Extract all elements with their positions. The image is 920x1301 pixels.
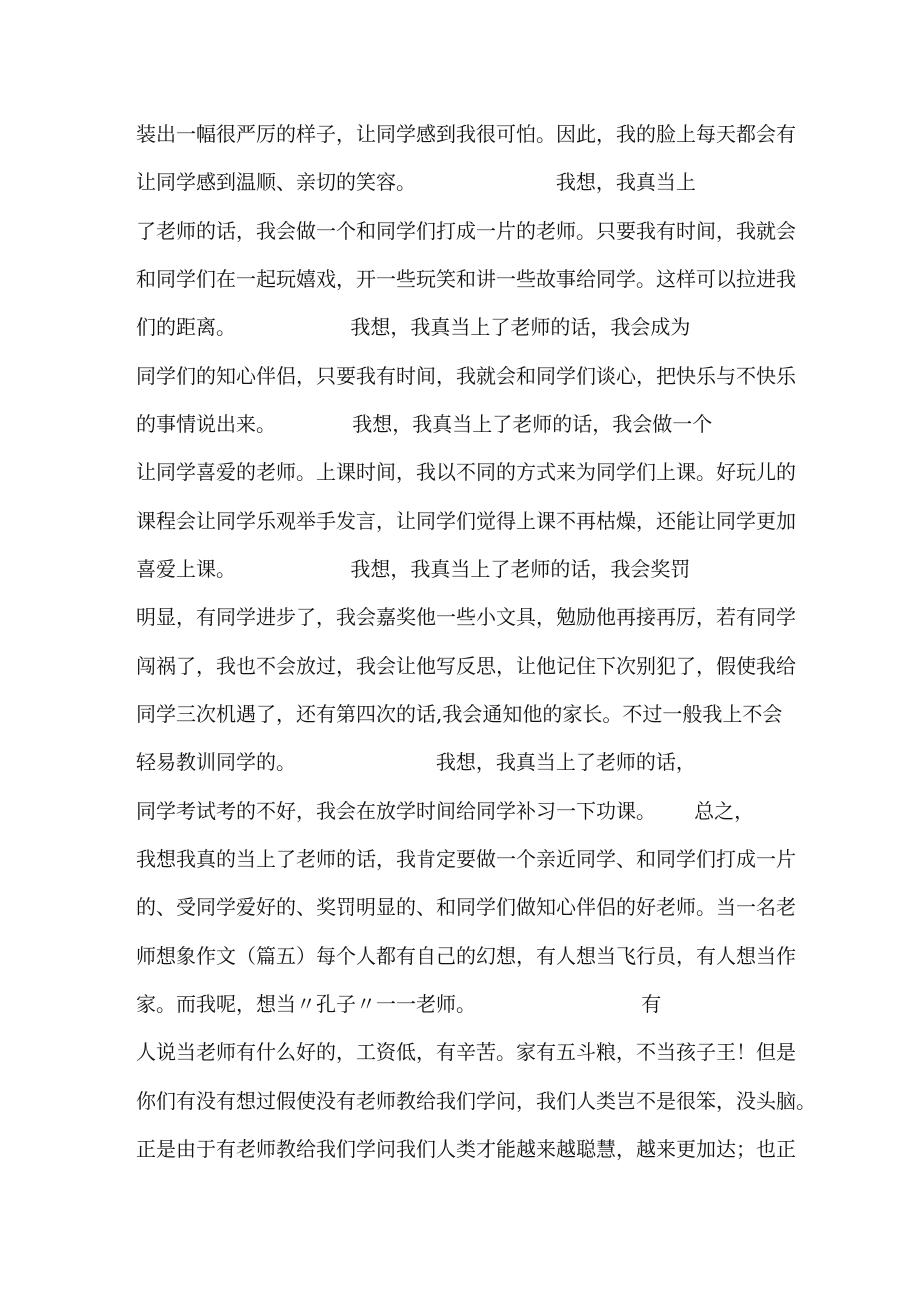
text-line: 们的距离。 我想，我真当上了老师的话，我会成为 [136,315,691,339]
text-line: 正是由于有老师教给我们学问我们人类才能越来越聪慧，越来更加达；也正 [136,1137,796,1161]
text-line: 让同学喜爱的老师。上课时间，我以不同的方式来为同学们上课。好玩儿的 [136,460,796,484]
text-line: 闯祸了，我也不会放过，我会让他写反思，让他记住下次别犯了，假使我给 [136,654,796,678]
text-line: 师想象作文（篇五）每个人都有自己的幻想，有人想当飞行员，有人想当作 [136,944,796,968]
text-line: 了老师的话，我会做一个和同学们打成一片的老师。只要我有时间，我就会 [136,219,796,243]
text-line: 你们有没有想过假使没有老师教给我们学问，我们人类岂不是很笨，没头脑。 [136,1089,816,1113]
text-line: 我想我真的当上了老师的话，我肯定要做一个亲近同学、和同学们打成一片 [136,847,796,871]
text-line: 家。而我呢，想当〃孔子〃一一老师。 有 [136,992,662,1016]
text-line: 轻易教训同学的。 我想，我真当上了老师的话， [136,750,696,774]
text-line: 和同学们在一起玩嬉戏，开一些玩笑和讲一些故事给同学。这样可以拉进我 [136,267,796,291]
text-line: 让同学感到温顺、亲切的笑容。 我想，我真当上 [136,170,696,194]
text-line: 课程会让同学乐观举手发言，让同学们觉得上课不再枯燥，还能让同学更加 [136,509,796,533]
text-line: 喜爱上课。 我想，我真当上了老师的话，我会奖罚 [136,557,691,581]
text-line: 明显，有同学进步了，我会嘉奖他一些小文具，勉励他再接再厉，若有同学 [136,605,796,629]
text-line: 的、受同学爱好的、奖罚明显的、和同学们做知心伴侣的好老师。当一名老 [136,895,796,919]
text-line: 的事情说出来。 我想，我真当上了老师的话，我会做一个 [136,412,713,436]
text-line: 装出一幅很严厉的样子，让同学感到我很可怕。因此，我的脸上每天都会有 [136,122,796,146]
text-line: 同学考试考的不好，我会在放学时间给同学补习一下功课。 总之， [136,799,755,823]
text-line: 同学三次机遇了，还有第四次的话,我会通知他的家长。不过一般我上不会 [136,702,783,726]
text-line: 人说当老师有什么好的，工资低，有辛苦。家有五斗粮，不当孩子王！但是 [136,1040,796,1064]
text-line: 同学们的知心伴侣，只要我有时间，我就会和同学们谈心，把快乐与不快乐 [136,364,796,388]
